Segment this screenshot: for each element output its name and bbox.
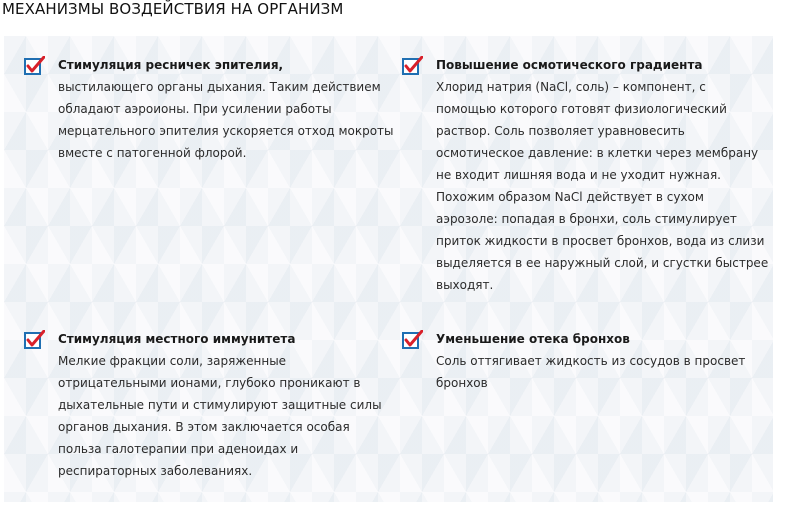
page-title: МЕХАНИЗМЫ ВОЗДЕЙСТВИЯ НА ОРГАНИЗМ xyxy=(2,0,344,18)
mechanisms-panel xyxy=(4,36,773,502)
mechanism-title: Стимуляция местного иммунитета xyxy=(58,332,296,346)
mechanism-description: Соль оттягивает жидкость из сосудов в просвет бронхов xyxy=(436,354,746,390)
mechanism-description: выстилающего органы дыхания. Таким действием обладают аэроионы. При усилении работы мерцательного эпителия ускоряется отход мокроты вместе с патогенной флорой. xyxy=(58,80,394,160)
mechanism-description: Мелкие фракции соли, заряженные отрицательными ионами, глубоко проникают в дыхательные пути и стимулируют защитные силы органов дыхания. В этом заключается особая польза галотерапии при аденоидах и респираторных заболеваниях. xyxy=(58,354,382,478)
checkbox-checked-icon xyxy=(402,56,423,76)
mechanism-title: Повышение осмотического градиента xyxy=(436,58,703,72)
mechanism-title: Стимуляция ресничек эпителия, xyxy=(58,58,284,72)
mechanism-title: Уменьшение отека бронхов xyxy=(436,332,630,346)
checkbox-checked-icon xyxy=(24,330,45,350)
checkbox-checked-icon xyxy=(402,330,423,350)
checkbox-checked-icon xyxy=(24,56,45,76)
mechanism-description: Хлорид натрия (NaCl, соль) – компонент, с помощью которого готовят физиологический раствор. Соль позволяет уравновесить осмотическое давление: в клетки через мембрану не входит лишняя вода и не уходит нужная. Похожим образом NaCl действует в сухом аэрозоле: попадая в бронхи, соль стимулирует приток жидкости в просвет бронхов, вода из слизи выделяется в ее наружный слой, и сгустки быстрее выходят. xyxy=(436,80,769,292)
